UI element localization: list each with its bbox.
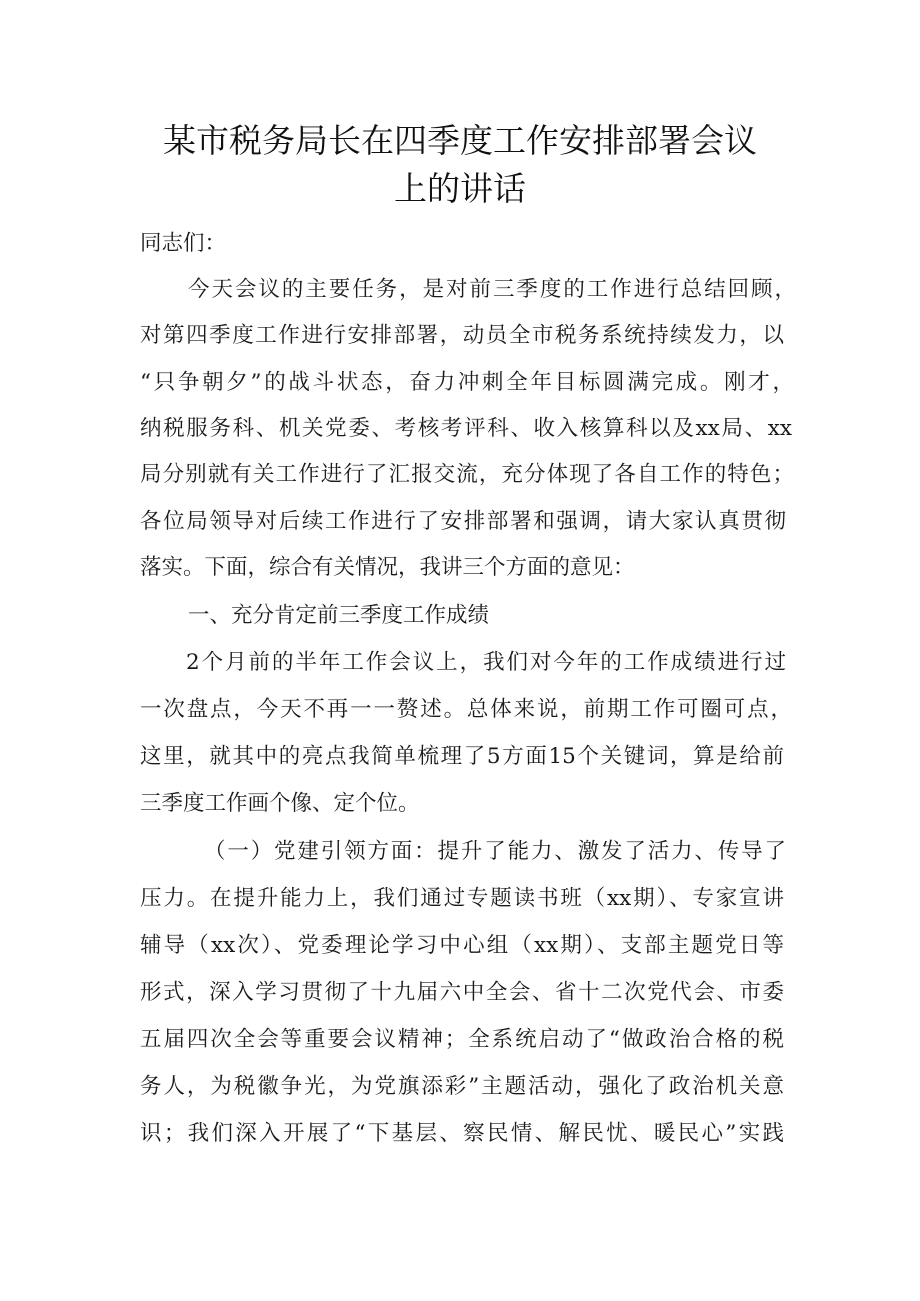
paragraph-line: 对第四季度工作进行安排部署，动员全市税务系统持续发力，以	[140, 323, 784, 348]
paragraph-line: 识；我们深入开展了“下基层、察民情、解民忧、暖民心”实践	[140, 1121, 784, 1146]
subsection-heading-line: （一）党建引领方面：提升了能力、激发了活力、传导了	[204, 839, 786, 864]
paragraph-line: 一次盘点，今天不再一一赘述。总体来说，前期工作可圈可点，	[140, 697, 792, 722]
document-title-line-1: 某市税务局长在四季度工作安排部署会议	[163, 121, 757, 160]
paragraph-line: 各位局领导对后续工作进行了安排部署和强调，请大家认真贯彻	[140, 509, 786, 534]
paragraph-line: 局分别就有关工作进行了汇报交流，充分体现了各自工作的特色；	[140, 462, 794, 487]
paragraph-line: 落实。下面，综合有关情况，我讲三个方面的意见：	[140, 555, 635, 580]
salutation: 同志们：	[140, 231, 227, 256]
paragraph-line: 务人，为税徽争光，为党旗添彩”主题活动，强化了政治机关意	[140, 1074, 784, 1099]
document-title-line-2: 上的讲话	[394, 169, 526, 208]
paragraph-line: 这里，就其中的亮点我简单梳理了5方面15个关键词，算是给前	[140, 744, 784, 769]
paragraph-line: 辅导（xx次）、党委理论学习中心组（xx期）、支部主题党日等	[140, 933, 784, 958]
paragraph-line: 形式，深入学习贯彻了十九届六中全会、省十二次党代会、市委	[140, 980, 784, 1005]
paragraph-line: “只争朝夕”的战斗状态，奋力冲刺全年目标圆满完成。刚才，	[140, 370, 794, 395]
section-heading: 一、充分肯定前三季度工作成绩	[188, 603, 490, 628]
paragraph-line: 五届四次全会等重要会议精神；全系统启动了“做政治合格的税	[140, 1027, 784, 1052]
paragraph-line: 今天会议的主要任务，是对前三季度的工作进行总结回顾，	[188, 277, 796, 302]
paragraph-line: 2个月前的半年工作会议上，我们对今年的工作成绩进行过	[186, 650, 786, 675]
paragraph-line: 三季度工作画个像、定个位。	[140, 791, 420, 816]
paragraph-line: 纳税服务科、机关党委、考核考评科、收入核算科以及xx局、xx	[140, 416, 792, 441]
paragraph-line: 压力。在提升能力上，我们通过专题读书班（xx期）、专家宣讲	[140, 886, 784, 911]
